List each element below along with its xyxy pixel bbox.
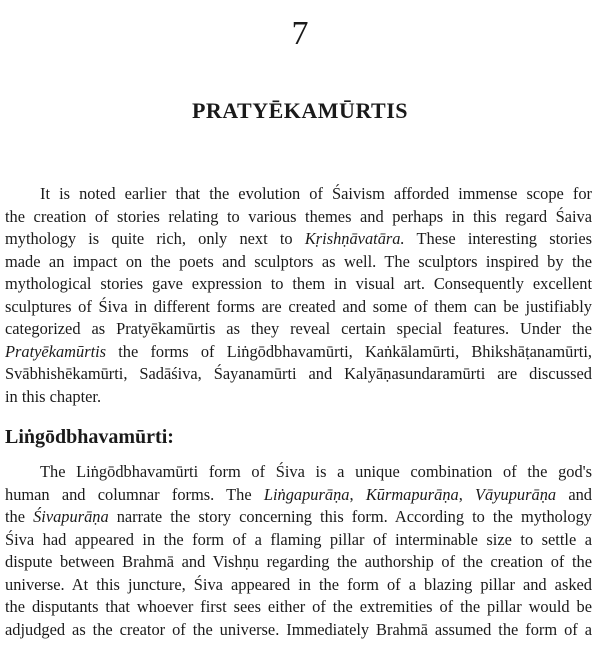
text-line: The Liṅgōdbhavamūrti form of Śiva is a unique combination of the god's [40,462,592,481]
section-heading: Liṅgōdbhavamūrti: [5,426,174,448]
text-line: categorized as Pratyēkamūrtis as they reveal certain special features. Under the [5,319,592,338]
text-line: the creation of stories relating to various themes and perhaps in this regard Śaiva [5,206,592,226]
text-line: dispute between Brahmā and Vishṇu regarding the authorship of the creation of the [5,552,592,571]
paragraph-intro [5,183,592,408]
italic-term: Kṛishṇāvatāra. [304,229,405,248]
text-line: the Śivapurāṇa narrate the story concerning this form. According to the mythology [5,507,592,526]
text-line: It is noted earlier that the evolution of Śaivism afforded immense scope for [40,184,592,203]
text-line: in this chapter. [5,386,102,406]
italic-term: Liṅgapurāṇa [263,484,350,504]
text-line: made an impact on the poets and sculptors as well. The sculptors inspired by the [5,251,592,271]
text-line: the disputants that whoever first sees either of the extremities of the pillar would be [5,597,592,616]
text-line: Pratyēkamūrtis the forms of Liṅgōdbhavamūrti, Kaṅkālamūrti, Bhikshāṭanamūrti, [5,341,592,361]
text-line: sculptures of Śiva in different forms are created and some of them can be justifiably [5,296,592,316]
italic-term: Śivapurāṇa [33,507,109,526]
text-line: Svābhishēkamūrti, Sadāśiva, Śayanamūrti and Kalyāṇasundaramūrti are discussed [5,364,592,383]
text-line: mythological stories gave expression to them in visual art. Consequently excellent [5,274,592,293]
text-line: mythology is quite rich, only next to Kṛishṇāvatāra. These interesting stories [5,229,592,248]
italic-term: Kūrmapurāṇa [365,484,459,504]
chapter-title: PRATYĒKAMŪRTIS [191,98,409,123]
italic-term: Pratyēkamūrtis [5,341,107,361]
text-line: universe. At this juncture, Śiva appeared in the form of a blazing pillar and asked [5,574,592,594]
paragraph-lingodbhava [5,461,592,641]
chapter-number: 7 [291,15,309,52]
italic-term: Vāyupurāṇa [475,484,557,504]
text-line: Śiva had appeared in the form of a flaming pillar of interminable size to settle a [5,529,592,549]
text-line: adjudged as the creator of the universe. Immediately Brahmā assumed the form of a [5,619,592,639]
text-line: human and columnar forms. The Liṅgapurāṇa, Kūrmapurāṇa, Vāyupurāṇa and [5,484,592,504]
